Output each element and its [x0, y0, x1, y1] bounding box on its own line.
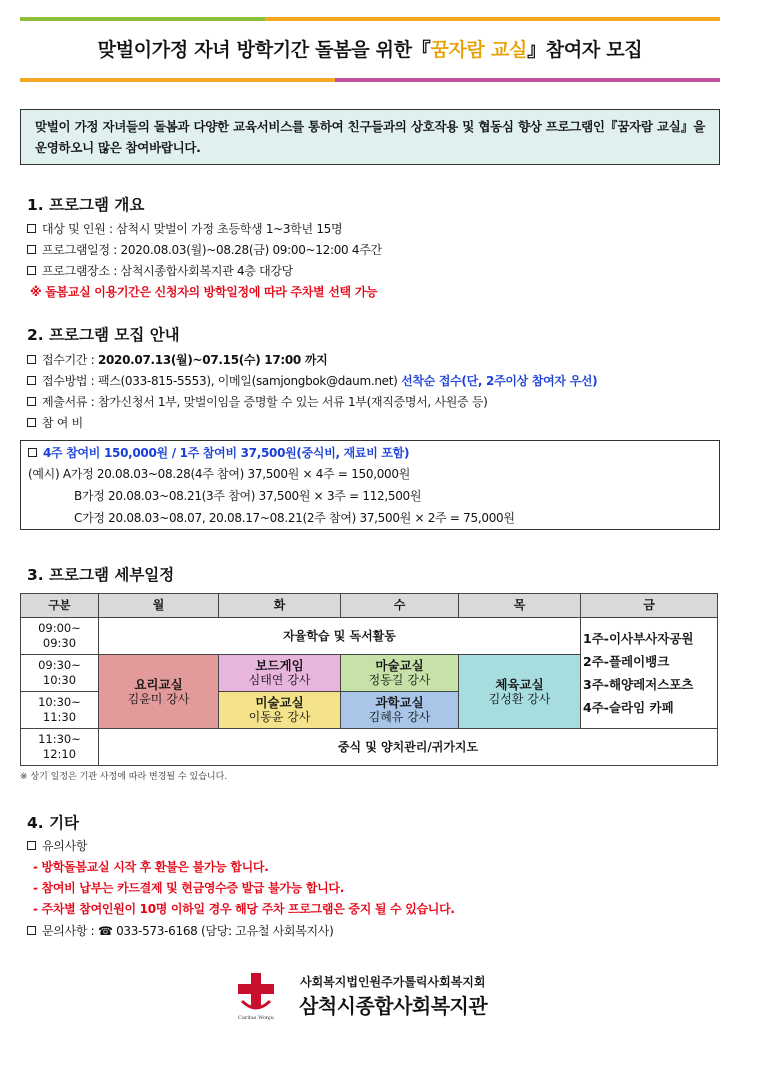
caution-label: 유의사항	[27, 837, 87, 855]
col-header: 월	[99, 594, 219, 618]
caution-item: - 방학돌봄교실 시작 후 환불은 불가능 합니다.	[33, 860, 269, 874]
science-class-cell: 과학교실 김혜유 강사	[341, 692, 459, 729]
caution-item: - 주차별 참여인원이 10명 이하일 경우 해당 주차 프로그램은 중지 될 수 있습니다.	[33, 902, 455, 916]
method-line: 접수방법 : 팩스(033-815-5553), 이메일(samjongbok@daum.net) 선착순 접수(단, 2주이상 참여자 우선)	[27, 372, 597, 390]
fee-example: (예시) A가정 20.08.03~08.28(4주 참여) 37,500원 × 4주 = 150,000원	[28, 467, 411, 481]
schedule-table	[20, 593, 718, 766]
lunch-cell: 중식 및 양치관리/귀가지도	[99, 729, 718, 766]
checkbox-icon	[27, 245, 36, 254]
section3-heading: 3. 프로그램 세부일정	[27, 566, 175, 584]
time-cell: 09:00~ 09:30	[21, 618, 99, 655]
fee-box	[20, 440, 720, 530]
title-underline	[20, 78, 720, 82]
intro-box: 맞벌이 가정 자녀들의 돌봄과 다양한 교육서비스를 통하여 친구들과의 상호작용 및 협동심 향상 프로그램인『꿈자람 교실』을 운영하오니 많은 참여바랍니다.	[20, 109, 720, 165]
table-header-row	[21, 594, 718, 618]
fee-example: B가정 20.08.03~08.21(3주 참여) 37,500원 × 3주 = 112,500원	[74, 489, 422, 503]
art-class-cell: 미술교실 이동윤 강사	[219, 692, 341, 729]
section4-heading: 4. 기타	[27, 814, 80, 832]
table-row	[21, 729, 718, 766]
section1-item: 프로그램일정 : 2020.08.03(월)~08.28(금) 09:00~12:00 4주간	[27, 241, 382, 259]
org-parent-name: 사회복지법인원주가톨릭사회복지회	[300, 975, 486, 989]
checkbox-icon	[27, 355, 36, 364]
section1-heading: 1. 프로그램 개요	[27, 196, 145, 214]
schedule-note: ※ 상기 일정은 기관 사정에 따라 변경될 수 있습니다.	[20, 772, 228, 782]
self-study-cell: 자율학습 및 독서활동	[99, 618, 581, 655]
svg-text:Caritas Wonju: Caritas Wonju	[238, 1015, 274, 1021]
fee-example: C가정 20.08.03~08.07, 20.08.17~08.21(2주 참여) 37,500원 × 2주 = 75,000원	[74, 511, 515, 525]
section1-item: 프로그램장소 : 삼척시종합사회복지관 4층 대강당	[27, 262, 293, 280]
docs-line: 제출서류 : 참가신청서 1부, 맞벌이임을 증명할 수 있는 서류 1부(재직증명서, 사원증 등)	[27, 393, 488, 411]
checkbox-icon	[27, 376, 36, 385]
col-header: 구분	[21, 594, 99, 618]
top-divider	[20, 17, 720, 21]
org-name: 삼척시종합사회복지관	[299, 994, 488, 1018]
checkbox-icon	[28, 448, 37, 457]
time-cell: 10:30~ 11:30	[21, 692, 99, 729]
cooking-class-cell: 요리교실 김윤미 강사	[99, 655, 219, 729]
time-cell: 09:30~ 10:30	[21, 655, 99, 692]
table-row	[21, 618, 718, 655]
section2-heading: 2. 프로그램 모집 안내	[27, 326, 180, 344]
checkbox-icon	[27, 926, 36, 935]
col-header: 목	[459, 594, 581, 618]
checkbox-icon	[27, 841, 36, 850]
checkbox-icon	[27, 418, 36, 427]
col-header: 수	[341, 594, 459, 618]
time-cell: 11:30~ 12:10	[21, 729, 99, 766]
friday-cell: 1주-이사부사자공원 2주-플레이뱅크 3주-해양레저스포츠 4주-슬라임 카페	[581, 618, 718, 729]
page-title: 맞벌이가정 자녀 방학기간 돌봄을 위한『꿈자람 교실』참여자 모집	[97, 39, 643, 61]
magic-class-cell: 마술교실 정동길 강사	[341, 655, 459, 692]
pe-class-cell: 체육교실 김성환 강사	[459, 655, 581, 729]
section1-item: 대상 및 인원 : 삼척시 맞벌이 가정 초등학생 1~3학년 15명	[27, 220, 342, 238]
caution-item: - 참여비 납부는 카드결제 및 현금영수증 발급 불가능 합니다.	[33, 881, 344, 895]
board-game-cell: 보드게임 심태연 강사	[219, 655, 341, 692]
section1-notice: ※ 돌봄교실 이용기간은 신청자의 방학일정에 따라 주차별 선택 가능	[30, 285, 378, 299]
col-header: 금	[581, 594, 718, 618]
checkbox-icon	[27, 266, 36, 275]
fee-headline: 4주 참여비 150,000원 / 1주 참여비 37,500원(중식비, 재료비 포함)	[28, 444, 409, 462]
checkbox-icon	[27, 224, 36, 233]
col-header: 화	[219, 594, 341, 618]
fee-label-line: 참 여 비	[27, 414, 83, 432]
contact-line: 문의사항 : ☎ 033-573-6168 (담당: 고유철 사회복지사)	[27, 922, 333, 940]
checkbox-icon	[27, 397, 36, 406]
period-line: 접수기간 : 2020.07.13(월)~07.15(수) 17:00 까지	[27, 351, 327, 369]
caritas-logo-icon	[234, 971, 278, 1021]
